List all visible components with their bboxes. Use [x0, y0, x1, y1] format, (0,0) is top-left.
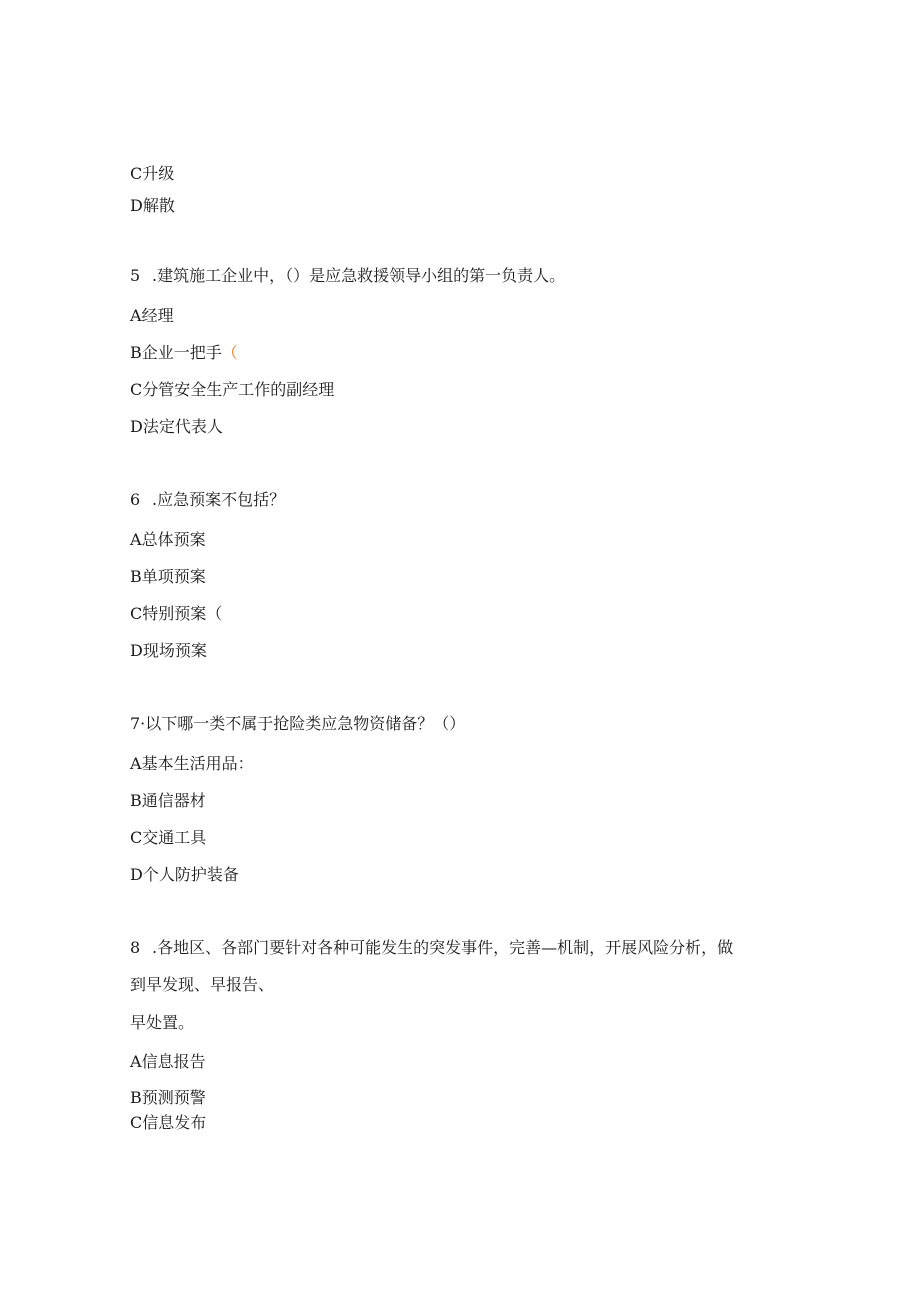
option-letter: D — [130, 865, 143, 884]
q7-option-c — [130, 827, 206, 849]
option-letter: B — [130, 791, 142, 810]
option-text: 基本生活用品： — [141, 754, 254, 773]
q7-question — [130, 713, 465, 735]
option-text: 分管安全生产工作的副经理 — [142, 380, 335, 399]
question-text: .各地区、各部门要针对各种可能发生的突发事件，完善—机制，开展风险分析，做 — [152, 938, 734, 957]
q8-option-b — [130, 1087, 206, 1109]
q6-question — [130, 489, 285, 511]
option-letter: D — [130, 196, 143, 215]
q6-option-a — [130, 529, 206, 551]
question-text: .应急预案不包括？ — [152, 490, 286, 509]
question-number: 8 — [130, 938, 141, 957]
option-letter: C — [130, 164, 143, 183]
option-letter: B — [130, 567, 142, 586]
q5-question — [130, 265, 565, 287]
option-letter: C — [130, 604, 143, 623]
option-mark: （ — [221, 343, 238, 362]
option-text: 特别预案（ — [142, 604, 223, 623]
q5-option-c — [130, 379, 334, 401]
q5-option-a — [130, 305, 174, 327]
q4-option-d — [130, 195, 175, 217]
option-letter: A — [130, 1052, 142, 1071]
option-text: 个人防护装备 — [142, 865, 239, 884]
option-text: 解散 — [142, 196, 175, 215]
option-text: 企业一把手 — [141, 343, 222, 362]
option-letter: C — [130, 1113, 143, 1132]
option-text: 预测预警 — [141, 1088, 206, 1107]
q4-option-c — [130, 163, 174, 185]
q8-option-c — [130, 1112, 206, 1134]
question-number: 5 — [130, 266, 141, 285]
q8-question-line2 — [130, 974, 274, 996]
option-letter: D — [130, 417, 143, 436]
q6-option-b — [130, 566, 206, 588]
q5-option-b — [130, 342, 238, 364]
option-letter: A — [130, 754, 142, 773]
option-text: 信息报告 — [141, 1052, 206, 1071]
option-text: 通信器材 — [141, 791, 206, 810]
question-text: .建筑施工企业中，（）是应急救援领导小组的第一负责人。 — [152, 266, 566, 285]
option-text: 现场预案 — [142, 641, 207, 660]
q6-option-d — [130, 640, 207, 662]
q7-option-d — [130, 864, 239, 886]
q7-option-b — [130, 790, 206, 812]
option-text: 单项预案 — [141, 567, 206, 586]
question-text: 早处置。 — [130, 1013, 195, 1032]
q8-option-a — [130, 1051, 206, 1073]
q6-option-c — [130, 603, 222, 625]
option-letter: B — [130, 1088, 142, 1107]
q8-question — [130, 937, 733, 959]
question-text: 7·以下哪一类不属于抢险类应急物资储备？（） — [130, 714, 466, 733]
option-letter: C — [130, 828, 143, 847]
option-text: 经理 — [141, 306, 174, 325]
option-text: 信息发布 — [142, 1113, 207, 1132]
option-letter: A — [130, 306, 142, 325]
option-letter: A — [130, 530, 142, 549]
q5-option-d — [130, 416, 223, 438]
option-text: 法定代表人 — [142, 417, 223, 436]
q8-question-line3 — [130, 1012, 194, 1034]
option-text: 交通工具 — [142, 828, 207, 847]
option-letter: C — [130, 380, 143, 399]
question-text: 到早发现、早报告、 — [130, 975, 275, 994]
q7-option-a — [130, 753, 254, 775]
option-text: 升级 — [142, 164, 175, 183]
option-letter: B — [130, 343, 142, 362]
option-text: 总体预案 — [141, 530, 206, 549]
option-letter: D — [130, 641, 143, 660]
question-number: 6 — [130, 490, 141, 509]
